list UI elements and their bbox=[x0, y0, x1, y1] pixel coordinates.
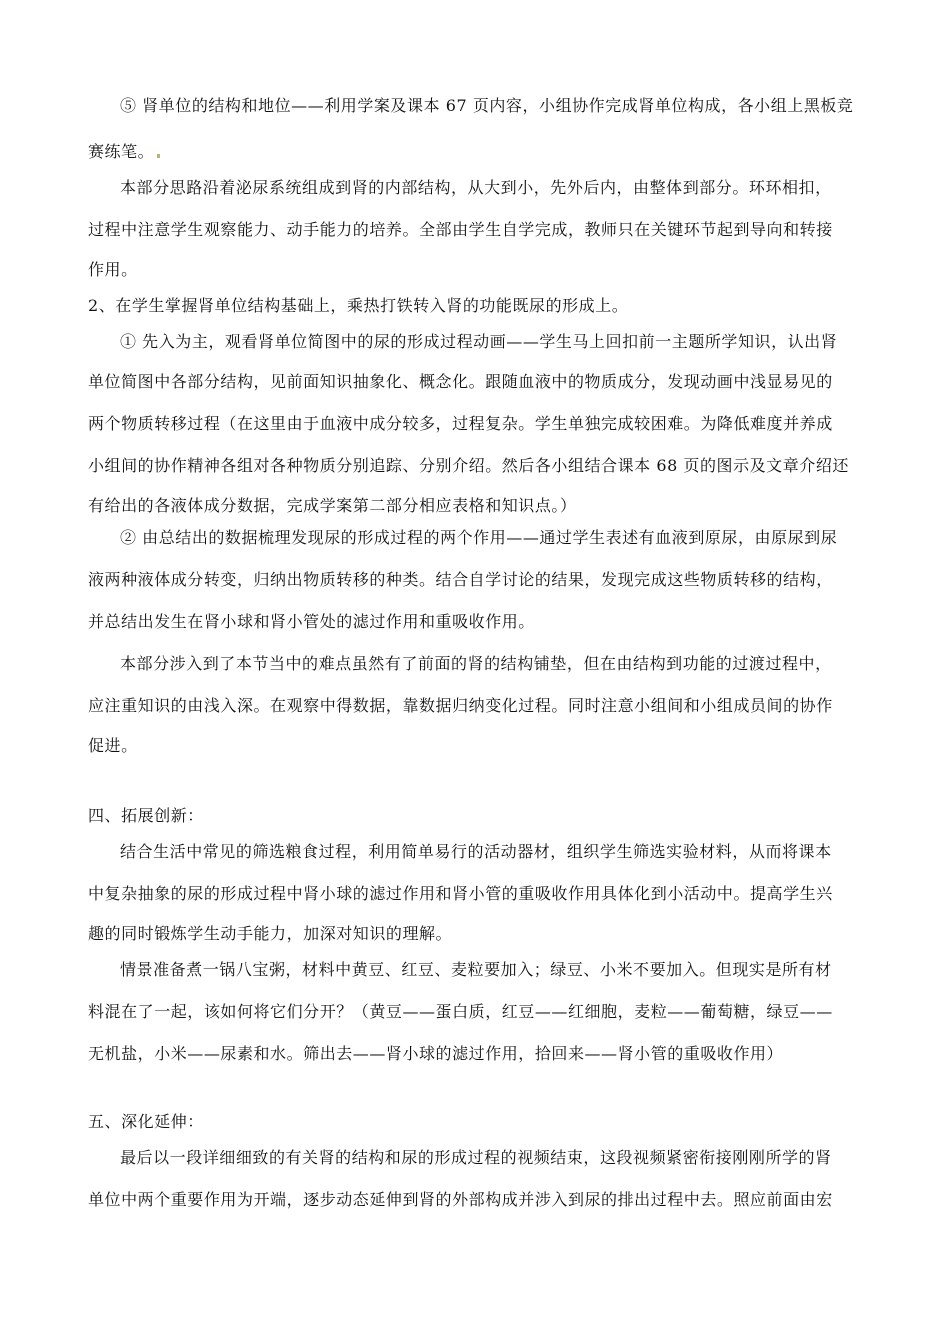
text-line: 中复杂抽象的尿的形成过程中肾小球的滤过作用和肾小管的重吸收作用具体化到小活动中。提高学生兴 bbox=[88, 884, 833, 903]
text-line: ① 先入为主，观看肾单位简图中的尿的形成过程动画——学生马上回扣前一主题所学知识，认出肾 bbox=[120, 332, 838, 351]
text-line: 有给出的各液体成分数据，完成学案第二部分相应表格和知识点。） bbox=[88, 496, 577, 515]
text-line: 最后以一段详细细致的有关肾的结构和尿的形成过程的视频结束，这段视频紧密衔接刚刚所学的肾 bbox=[120, 1148, 832, 1167]
text-line: 单位简图中各部分结构，见前面知识抽象化、概念化。跟随血液中的物质成分，发现动画中浅显易见的 bbox=[88, 372, 833, 391]
text-line: 两个物质转移过程（在这里由于血液中成分较多，过程复杂。学生单独完成较困难。为降低难度并养成 bbox=[88, 414, 833, 433]
section-heading: 五、深化延伸： bbox=[88, 1112, 204, 1131]
text-line: ② 由总结出的数据梳理发现尿的形成过程的两个作用——通过学生表述有血液到原尿，由原尿到尿 bbox=[120, 528, 838, 547]
text-line: 本部分涉入到了本节当中的难点虽然有了前面的肾的结构铺垫，但在由结构到功能的过渡过程中， bbox=[120, 654, 832, 673]
section-heading: 2、在学生掌握肾单位结构基础上，乘热打铁转入肾的功能既尿的形成上。 bbox=[88, 296, 629, 315]
text-line: ⑤ 肾单位的结构和地位——利用学案及课本 67 页内容，小组协作完成肾单位构成，各小组上黑板竞 bbox=[120, 96, 854, 115]
text-line: 料混在了一起，该如何将它们分开？（黄豆——蛋白质，红豆——红细胞，麦粒——葡萄糖，绿豆—— bbox=[88, 1002, 833, 1021]
text-line: 液两种液体成分转变，归纳出物质转移的种类。结合自学讨论的结果，发现完成这些物质转移的结构， bbox=[88, 570, 833, 589]
text-line: 促进。 bbox=[88, 736, 138, 755]
text-line: 无机盐，小米——尿素和水。筛出去——肾小球的滤过作用，拾回来——肾小管的重吸收作用） bbox=[88, 1044, 784, 1063]
section-heading: 四、拓展创新： bbox=[88, 806, 204, 825]
text-line: 结合生活中常见的筛选粮食过程，利用简单易行的活动器材，组织学生筛选实验材料，从而将课本 bbox=[120, 842, 832, 861]
text-line: 趣的同时锻炼学生动手能力，加深对知识的理解。 bbox=[88, 924, 453, 943]
text-line: 情景准备煮一锅八宝粥，材料中黄豆、红豆、麦粒要加入；绿豆、小米不要加入。但现实是所有材 bbox=[120, 960, 832, 979]
mark-dot bbox=[157, 154, 160, 158]
text-line: 过程中注意学生观察能力、动手能力的培养。全部由学生自学完成，教师只在关键环节起到导向和转接 bbox=[88, 220, 833, 239]
text-line: 应注重知识的由浅入深。在观察中得数据，靠数据归纳变化过程。同时注意小组间和小组成员间的协作 bbox=[88, 696, 833, 715]
text-line: 赛练笔。 bbox=[88, 142, 160, 162]
text-line: 单位中两个重要作用为开端，逐步动态延伸到肾的外部构成并涉入到尿的排出过程中去。照应前面由宏 bbox=[88, 1190, 833, 1209]
text-line: 小组间的协作精神各组对各种物质分别追踪、分别介绍。然后各小组结合课本 68 页的图示及文章介绍还 bbox=[88, 456, 849, 475]
text-line: 作用。 bbox=[88, 260, 138, 279]
text-line: 本部分思路沿着泌尿系统组成到肾的内部结构，从大到小，先外后内，由整体到部分。环环相扣， bbox=[120, 178, 832, 197]
text-line: 并总结出发生在肾小球和肾小管处的滤过作用和重吸收作用。 bbox=[88, 612, 535, 631]
